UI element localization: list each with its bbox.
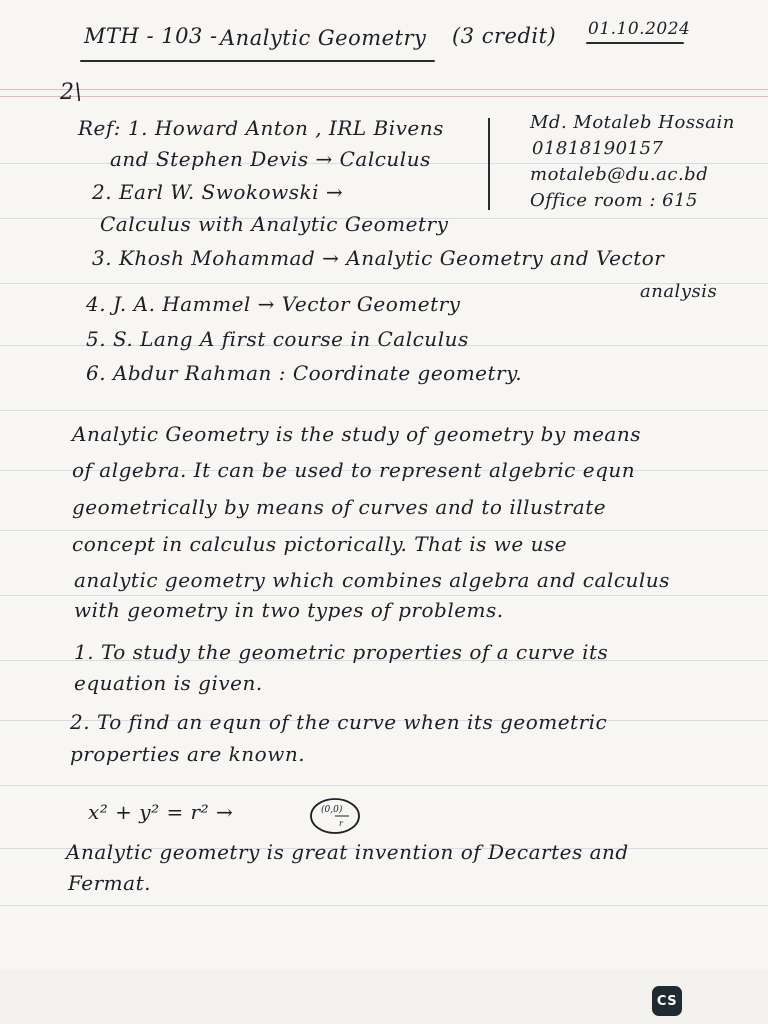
date-underline: [586, 42, 684, 44]
camscanner-logo: CS: [652, 986, 682, 1016]
circle-icon: [309, 796, 361, 836]
margin-rule: [0, 89, 768, 90]
margin-rule: [0, 96, 768, 97]
paragraph-line: analytic geometry which combines algebra and calculus: [74, 568, 670, 592]
course-code: MTH - 103 -: [84, 24, 218, 48]
ruled-line: [0, 530, 768, 531]
circle-sketch: [309, 796, 361, 836]
paragraph-line: of algebra. It can be used to represent algebric equn: [72, 458, 636, 482]
reference-2-line-1: 2. Earl W. Swokowski →: [92, 180, 344, 204]
instructor-phone: 01818190157: [532, 138, 664, 159]
paragraph-line: Analytic Geometry is the study of geometry by means: [72, 422, 641, 446]
instructor-email: motaleb@du.ac.bd: [530, 164, 709, 185]
paragraph-line: with geometry in two types of problems.: [74, 598, 504, 622]
list-item-2-line-1: 2. To find an equn of the curve when its geometric: [70, 710, 608, 734]
page-mark: 2\: [60, 80, 83, 105]
circle-radius-label: r: [339, 819, 343, 828]
reference-2-line-2: Calculus with Analytic Geometry: [100, 212, 449, 236]
closing-line-1: Analytic geometry is great invention of Decartes and: [66, 840, 629, 864]
reference-1-line-2: and Stephen Devis → Calculus: [110, 147, 431, 171]
list-item-1-line-1: 1. To study the geometric properties of a curve its: [74, 640, 609, 664]
lecture-date: 01.10.2024: [588, 19, 691, 39]
reference-divider: [488, 118, 490, 210]
circle-center-label: (0,0): [321, 805, 343, 815]
reference-3-line-1: 3. Khosh Mohammad → Analytic Geometry and Vector: [92, 246, 665, 270]
list-item-1-line-2: equation is given.: [74, 671, 263, 695]
course-credits: (3 credit): [452, 24, 557, 48]
ruled-line: [0, 410, 768, 411]
circle-equation: x² + y² = r² →: [88, 800, 234, 824]
title-underline: [80, 60, 435, 62]
instructor-name: Md. Motaleb Hossain: [530, 112, 735, 133]
ruled-line: [0, 905, 768, 906]
paragraph-line: concept in calculus pictorically. That is we use: [72, 532, 568, 556]
reference-4: 4. J. A. Hammel → Vector Geometry: [86, 292, 461, 316]
ruled-line: [0, 785, 768, 786]
ruled-line: [0, 595, 768, 596]
closing-line-2: Fermat.: [68, 871, 151, 895]
list-item-2-line-2: properties are known.: [70, 742, 306, 766]
paragraph-line: geometrically by means of curves and to illustrate: [72, 495, 607, 519]
reference-1-line-1: Ref: 1. Howard Anton , IRL Bivens: [78, 116, 444, 140]
instructor-office: Office room : 615: [530, 190, 699, 211]
course-title: Analytic Geometry: [220, 26, 427, 50]
reference-6: 6. Abdur Rahman : Coordinate geometry.: [86, 361, 523, 385]
reference-5: 5. S. Lang A first course in Calculus: [86, 327, 469, 351]
reference-3-line-2: analysis: [640, 281, 718, 302]
